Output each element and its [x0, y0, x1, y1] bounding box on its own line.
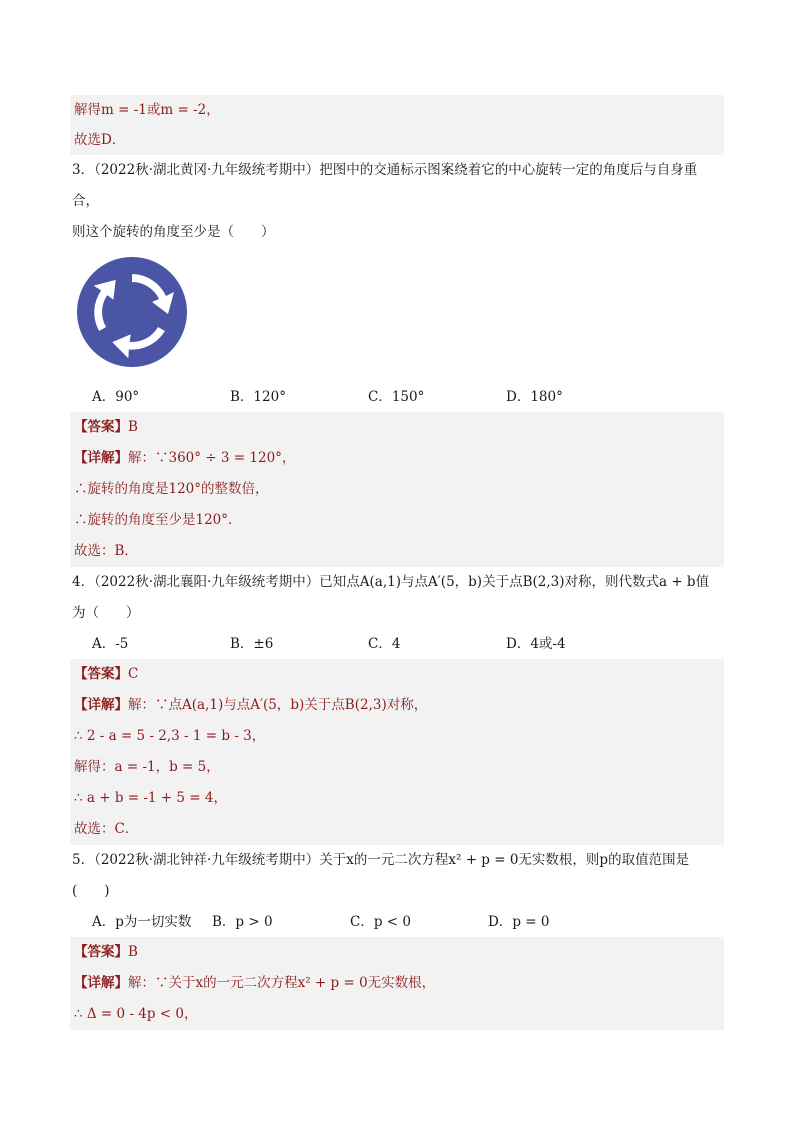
- option-a: A．90°: [92, 389, 140, 405]
- option-a: A．p为一切实数: [92, 914, 192, 930]
- answer-line: [70, 412, 724, 443]
- question-5-stem: [70, 845, 724, 907]
- option-b: B．p > 0: [212, 914, 273, 930]
- detail-line: [70, 968, 724, 999]
- answer-tag: 【答案】: [74, 944, 128, 960]
- option-c: C．150°: [368, 389, 425, 405]
- option-c: C．4: [368, 636, 401, 652]
- option-a: A．-5: [92, 636, 129, 652]
- detail-text: 解：∵360° ÷ 3 = 120°，: [128, 450, 296, 466]
- question-3-stem-line: 3．（2022秋·湖北黄冈·九年级统考期中）把图中的交通标示图案绕着它的中心旋转一定的角度后与自身重合，: [72, 162, 698, 209]
- question-5-options: [70, 907, 724, 937]
- detail-line: ∴旋转的角度是120°的整数倍，: [70, 474, 724, 505]
- option-b: B．120°: [230, 389, 286, 405]
- question-5-stem-line: 5．（2022秋·湖北钟祥·九年级统考期中）关于x的一元二次方程x² + p = 0无实数根，则p的取值范围是( ): [72, 852, 690, 899]
- detail-text: 解：∵点A(a,1)与点A′(5，b)关于点B(2,3)对称，: [128, 697, 428, 713]
- detail-text: 解：∵关于x的一元二次方程x² + p = 0无实数根，: [128, 975, 436, 991]
- solution-line: 故选D．: [70, 125, 724, 155]
- question-4-stem-line: 为（ ）: [72, 605, 140, 621]
- question-3-options: [70, 382, 724, 412]
- question-3-stem: [70, 155, 724, 248]
- detail-line: 故选：B．: [70, 536, 724, 567]
- roundabout-sign-icon: [76, 256, 188, 368]
- detail-tag: 【详解】: [74, 450, 128, 466]
- detail-line: ∴旋转的角度至少是120°．: [70, 505, 724, 536]
- detail-line: [70, 443, 724, 474]
- answer-tag: 【答案】: [74, 419, 128, 435]
- question-4-stem: [70, 567, 724, 629]
- detail-line: ∴ a + b = -1 + 5 = 4，: [70, 783, 724, 814]
- detail-line: 解得：a = -1，b = 5，: [70, 752, 724, 783]
- answer-value: B: [128, 419, 138, 435]
- answer-line: [70, 937, 724, 968]
- solution-line: 解得m = -1或m = -2，: [70, 95, 724, 125]
- option-d: D．p = 0: [488, 914, 550, 930]
- option-b: B．±6: [230, 636, 274, 652]
- question-3-stem-line: 则这个旋转的角度至少是（ ）: [72, 224, 275, 240]
- option-d: D．180°: [506, 389, 563, 405]
- answer-tag: 【答案】: [74, 666, 128, 682]
- content-column: [70, 95, 724, 1030]
- question-4-stem-line: 4．（2022秋·湖北襄阳·九年级统考期中）已知点A(a,1)与点A′(5，b)关于点B(2,3)对称，则代数式a + b值: [72, 574, 710, 590]
- detail-line: [70, 690, 724, 721]
- detail-tag: 【详解】: [74, 697, 128, 713]
- question-4-options: [70, 629, 724, 659]
- option-d: D．4或-4: [506, 636, 566, 652]
- answer-line: [70, 659, 724, 690]
- answer-value: B: [128, 944, 138, 960]
- detail-line: ∴ 2 - a = 5 - 2,3 - 1 = b - 3，: [70, 721, 724, 752]
- roundabout-sign-figure: [70, 248, 724, 382]
- option-c: C．p < 0: [350, 914, 411, 930]
- detail-tag: 【详解】: [74, 975, 128, 991]
- answer-value: C: [128, 666, 139, 682]
- detail-line: 故选：C．: [70, 814, 724, 845]
- detail-line: ∴ Δ = 0 - 4p < 0，: [70, 999, 724, 1030]
